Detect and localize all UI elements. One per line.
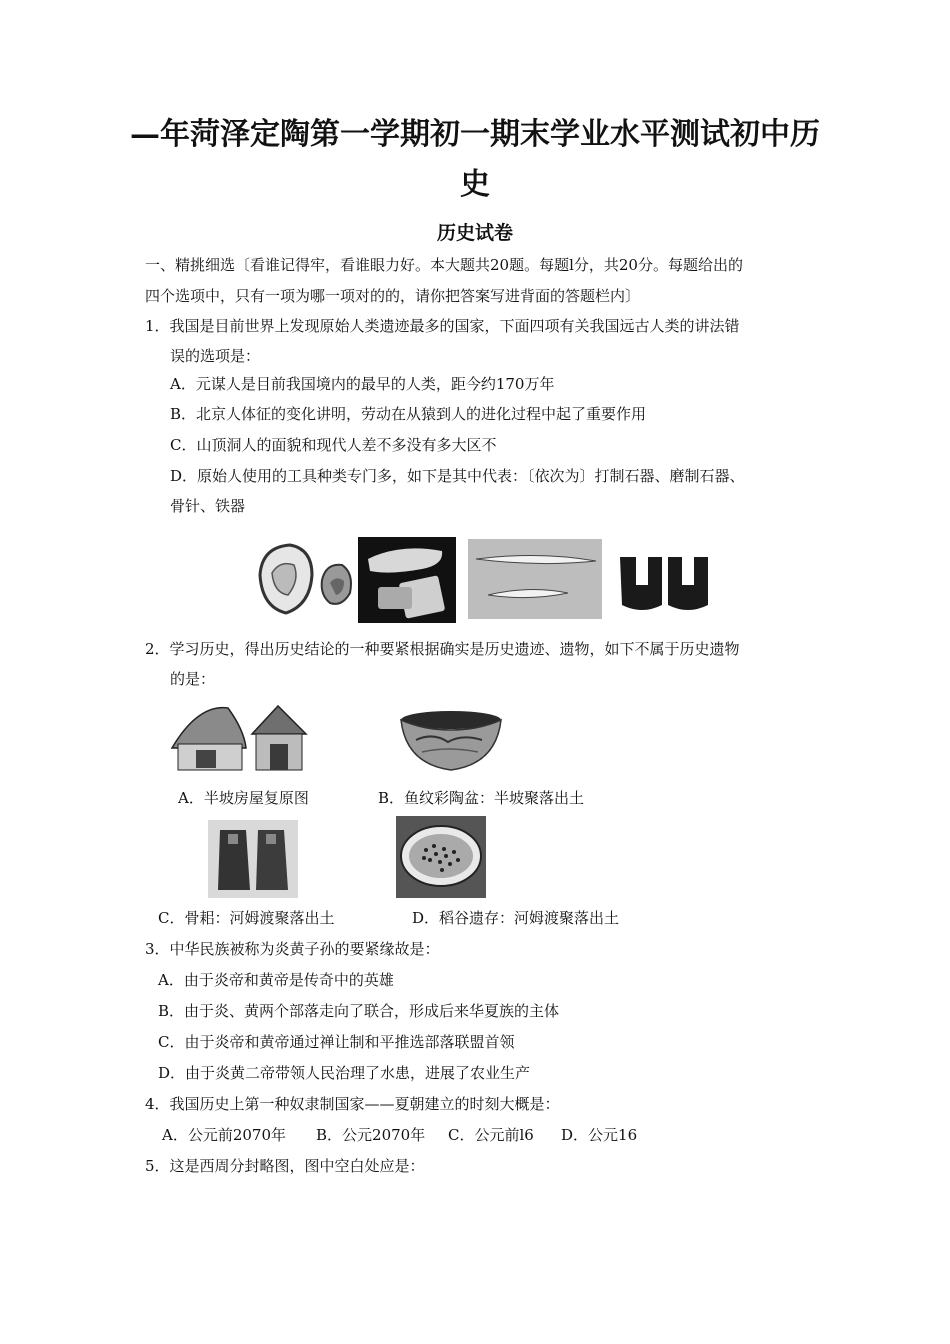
q4-stem: 4．我国历史上第一种奴隶制国家——夏朝建立的时刻大概是： [145, 1095, 560, 1113]
q1-option-d-line-2: 骨针、铁器 [170, 497, 246, 515]
q1-stem-line-2: 误的选项是： [170, 347, 261, 365]
fish-pattern-pottery-basin-image [398, 708, 504, 774]
q1-option-d-line-1: D．原始人使用的工具种类专门多，如下是其中代表：〔依次为〕打制石器、磨制石器、 [170, 467, 745, 485]
q1-option-c: C．山顶洞人的面貌和现代人差不多没有多大区不 [170, 436, 497, 454]
q2-option-b: B．鱼纹彩陶盆：半坡聚落出土 [378, 789, 585, 807]
chipped-stone-tool-image [260, 545, 351, 613]
iron-tool-image [620, 557, 708, 610]
polished-stone-tool-image [358, 537, 456, 623]
q4-option-d: D．公元16 [561, 1126, 638, 1144]
q1-option-a: A．元谋人是目前我国境内的最早的人类，距今约170万年 [170, 375, 555, 393]
q2-stem-line-1: 2．学习历史，得出历史结论的一种要紧根据确实是历史遗迹、遗物，如下不属于历史遗物 [145, 640, 740, 658]
q3-option-c: C．由于炎帝和黄帝通过禅让制和平推选部落联盟首领 [158, 1033, 515, 1051]
q1-tools-photo-strip [250, 535, 720, 625]
q2-option-a: A．半坡房屋复原图 [178, 789, 309, 807]
banpo-house-reconstruction-image [168, 700, 310, 774]
q2-option-c: C．骨耜：河姆渡聚落出土 [158, 909, 335, 927]
q3-option-a: A．由于炎帝和黄帝是传奇中的英雄 [158, 971, 394, 989]
paper-subtitle: 历史试卷 [436, 222, 513, 244]
q4-option-b: B．公元2070年 [316, 1126, 426, 1144]
bone-needle-image [468, 539, 602, 619]
rice-remains-image [396, 816, 486, 898]
q3-option-d: D．由于炎黄二帝带领人民治理了水患，进展了农业生产 [158, 1064, 531, 1082]
page-title-line-2: 史 [460, 167, 490, 202]
q1-option-b: B．北京人体征的变化讲明，劳动在从猿到人的进化过程中起了重要作用 [170, 405, 647, 423]
page-title-line-1: —年菏泽定陶第一学期初一期末学业水平测试初中历 [130, 117, 820, 152]
q3-stem: 3．中华民族被称为炎黄子孙的要紧缘故是： [145, 940, 440, 958]
q2-option-d: D．稻谷遗存：河姆渡聚落出土 [412, 909, 620, 927]
q5-stem: 5．这是西周分封略图，图中空白处应是： [145, 1157, 425, 1175]
q1-stem-line-1: 1．我国是目前世界上发现原始人类遗迹最多的国家，下面四项有关我国远古人类的讲法错 [145, 317, 740, 335]
q4-option-a: A．公元前2070年 [162, 1126, 287, 1144]
q2-stem-line-2: 的是： [170, 670, 216, 688]
q3-option-b: B．由于炎、黄两个部落走向了联合，形成后来华夏族的主体 [158, 1002, 560, 1020]
q4-option-c: C．公元前l6 [448, 1126, 534, 1144]
section-instructions-line-2: 四个选项中，只有一项为哪一项对的的，请你把答案写进背面的答题栏内〕 [145, 287, 641, 305]
bone-spade-image [208, 820, 298, 898]
section-instructions-line-1: 一、精挑细选〔看谁记得牢，看谁眼力好。本大题共20题。每题l分，共20分。每题给出的 [145, 256, 743, 274]
